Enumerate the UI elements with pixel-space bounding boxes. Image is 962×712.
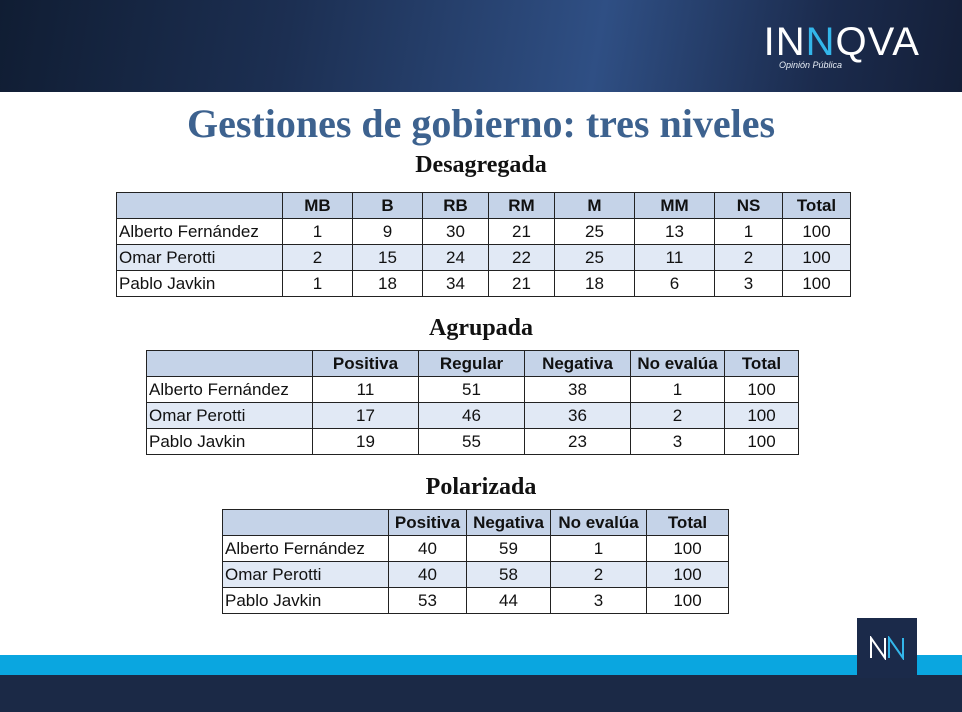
header-cell: Total: [725, 351, 799, 377]
value-cell: 1: [551, 536, 647, 562]
table-desagregada: [116, 192, 851, 297]
header-cell: Positiva: [389, 510, 467, 536]
header-cell: Negativa: [467, 510, 551, 536]
table-row: [147, 377, 799, 403]
value-cell: 100: [647, 588, 729, 614]
value-cell: 11: [635, 245, 715, 271]
value-cell: 1: [631, 377, 725, 403]
table-row: [147, 429, 799, 455]
row-label: Alberto Fernández: [117, 219, 283, 245]
header-cell: Total: [647, 510, 729, 536]
value-cell: 46: [419, 403, 525, 429]
value-cell: 100: [725, 429, 799, 455]
value-cell: 25: [555, 219, 635, 245]
value-cell: 51: [419, 377, 525, 403]
row-label: Alberto Fernández: [147, 377, 313, 403]
value-cell: 19: [313, 429, 419, 455]
logo-subtitle: Opinión Pública: [778, 60, 842, 70]
row-label: Pablo Javkin: [147, 429, 313, 455]
table-row: [223, 536, 729, 562]
value-cell: 21: [489, 219, 555, 245]
row-label: Pablo Javkin: [223, 588, 389, 614]
header-banner: [0, 0, 962, 92]
value-cell: 59: [467, 536, 551, 562]
value-cell: 34: [423, 271, 489, 297]
value-cell: 100: [647, 536, 729, 562]
value-cell: 24: [423, 245, 489, 271]
row-label: Alberto Fernández: [223, 536, 389, 562]
header-cell: B: [353, 193, 423, 219]
row-label: Omar Perotti: [147, 403, 313, 429]
header-cell: Total: [783, 193, 851, 219]
page-title: Gestiones de gobierno: tres niveles: [186, 101, 776, 146]
value-cell: 40: [389, 562, 467, 588]
nn-logo-icon: [869, 636, 905, 660]
section-title-polarizada: Polarizada: [425, 474, 537, 500]
value-cell: 55: [419, 429, 525, 455]
value-cell: 18: [353, 271, 423, 297]
header-cell-blank: [223, 510, 389, 536]
value-cell: 23: [525, 429, 631, 455]
innova-logo: [764, 22, 920, 70]
value-cell: 36: [525, 403, 631, 429]
header-cell: No evalúa: [631, 351, 725, 377]
header-cell: NS: [715, 193, 783, 219]
table-row: [223, 562, 729, 588]
value-cell: 100: [783, 271, 851, 297]
table-agrupada: [146, 350, 799, 455]
header-cell-blank: [117, 193, 283, 219]
value-cell: 100: [783, 245, 851, 271]
value-cell: 58: [467, 562, 551, 588]
value-cell: 1: [715, 219, 783, 245]
value-cell: 30: [423, 219, 489, 245]
value-cell: 2: [551, 562, 647, 588]
row-label: Omar Perotti: [223, 562, 389, 588]
row-label: Omar Perotti: [117, 245, 283, 271]
footer-accent-band: [0, 655, 962, 675]
header-row: [117, 193, 851, 219]
section-title-desagregada: Desagregada: [415, 152, 547, 178]
value-cell: 100: [647, 562, 729, 588]
value-cell: 9: [353, 219, 423, 245]
table-polarizada: [222, 509, 729, 614]
table-row: [147, 403, 799, 429]
footer-band: [0, 675, 962, 712]
row-label: Pablo Javkin: [117, 271, 283, 297]
nn-logo-badge: [857, 618, 917, 678]
value-cell: 13: [635, 219, 715, 245]
value-cell: 100: [725, 377, 799, 403]
value-cell: 53: [389, 588, 467, 614]
value-cell: 100: [783, 219, 851, 245]
header-cell: Regular: [419, 351, 525, 377]
value-cell: 21: [489, 271, 555, 297]
value-cell: 6: [635, 271, 715, 297]
value-cell: 3: [551, 588, 647, 614]
value-cell: 40: [389, 536, 467, 562]
header-cell: Negativa: [525, 351, 631, 377]
table-row: [117, 219, 851, 245]
logo-wordmark: INNQVA: [763, 20, 920, 64]
header-cell: Positiva: [313, 351, 419, 377]
value-cell: 2: [715, 245, 783, 271]
value-cell: 3: [715, 271, 783, 297]
value-cell: 11: [313, 377, 419, 403]
header-cell: RB: [423, 193, 489, 219]
header-cell: M: [555, 193, 635, 219]
value-cell: 17: [313, 403, 419, 429]
header-row: [223, 510, 729, 536]
value-cell: 15: [353, 245, 423, 271]
header-row: [147, 351, 799, 377]
value-cell: 1: [283, 219, 353, 245]
value-cell: 44: [467, 588, 551, 614]
header-cell: MM: [635, 193, 715, 219]
header-cell: MB: [283, 193, 353, 219]
value-cell: 25: [555, 245, 635, 271]
table-row: [117, 271, 851, 297]
value-cell: 2: [283, 245, 353, 271]
header-cell: No evalúa: [551, 510, 647, 536]
table-row: [223, 588, 729, 614]
value-cell: 1: [283, 271, 353, 297]
table-row: [117, 245, 851, 271]
value-cell: 18: [555, 271, 635, 297]
section-title-agrupada: Agrupada: [428, 315, 534, 341]
value-cell: 2: [631, 403, 725, 429]
value-cell: 100: [725, 403, 799, 429]
value-cell: 3: [631, 429, 725, 455]
header-cell: RM: [489, 193, 555, 219]
header-cell-blank: [147, 351, 313, 377]
value-cell: 38: [525, 377, 631, 403]
value-cell: 22: [489, 245, 555, 271]
